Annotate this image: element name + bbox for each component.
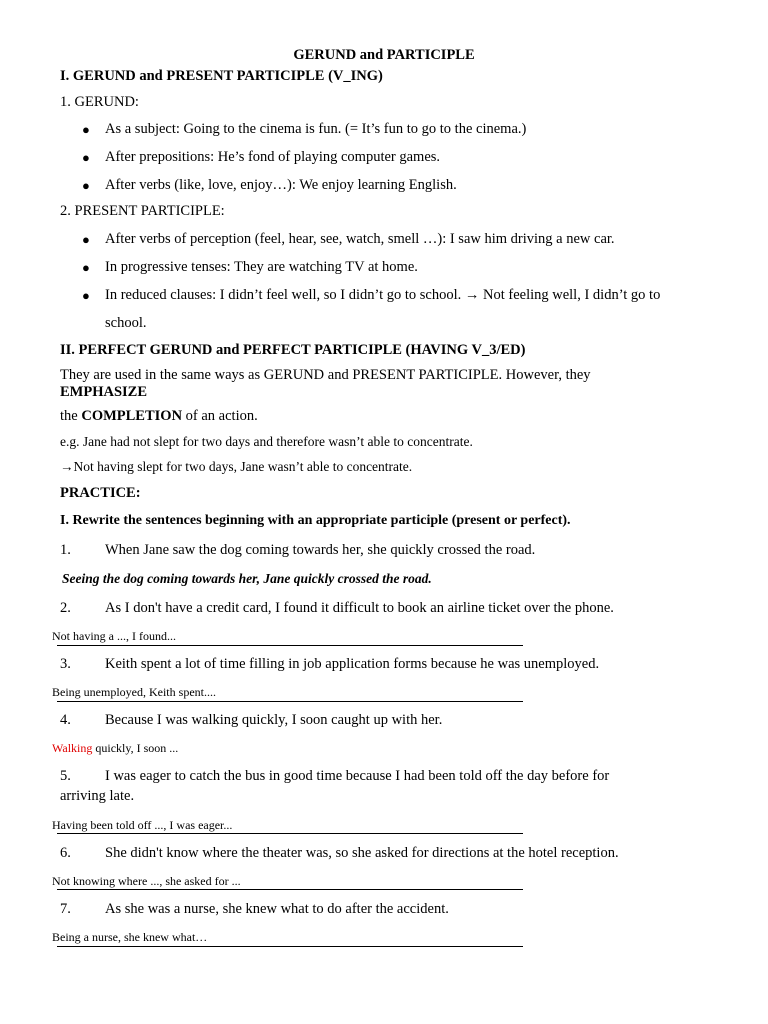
present-participle-label: 2. PRESENT PARTICIPLE: [60, 203, 225, 219]
bullet-icon: ● [82, 150, 90, 165]
completion-keyword: COMPLETION [81, 408, 183, 424]
section2-emphasize: EMPHASIZE [60, 384, 148, 400]
item-answer: Having been told off ..., I was eager... [52, 818, 233, 832]
bullet-icon: ● [82, 122, 90, 137]
section2-completion-line [60, 408, 258, 425]
item-answer: Being a nurse, she knew what… [52, 930, 208, 944]
item-answer: Being unemployed, Keith spent.... [52, 685, 216, 699]
item-number: 1. [60, 542, 71, 558]
gerund-item: After prepositions: He’s fond of playing computer games. [105, 149, 441, 165]
participle-item: In progressive tenses: They are watching TV at home. [105, 259, 418, 275]
item-number: 2. [60, 600, 71, 616]
bullet-icon: ● [82, 178, 90, 193]
answer-line [57, 645, 523, 646]
bullet-icon: ● [82, 232, 90, 247]
participle-item: After verbs of perception (feel, hear, see, watch, smell …): I saw him driving a new car. [105, 231, 615, 247]
item-number: 7. [60, 901, 71, 917]
participle-item-continued: school. [105, 315, 147, 331]
practice-instruction: I. Rewrite the sentences beginning with an appropriate participle (present or perfect). [60, 513, 571, 528]
item-number: 5. [60, 768, 71, 784]
participle-item: In reduced clauses: I didn’t feel well, so I didn’t go to school. → Not feeling well, I didn’t go to [105, 287, 661, 303]
answer-line [57, 833, 523, 834]
item-text: I was eager to catch the bus in good time because I had been told off the day before for [105, 768, 610, 784]
answer-line [57, 889, 523, 890]
example: e.g. Jane had not slept for two days and therefore wasn’t able to concentrate. [60, 434, 473, 449]
text-prefix: the [60, 408, 82, 424]
item-text: When Jane saw the dog coming towards her, she quickly crossed the road. [105, 542, 536, 558]
item-answer: Not having a ..., I found... [52, 629, 176, 643]
section2-text: They are used in the same ways as GERUND and PRESENT PARTICIPLE. However, they [60, 367, 591, 383]
practice-heading: PRACTICE: [60, 485, 141, 501]
item-number: 4. [60, 712, 71, 728]
item-answer: Not knowing where ..., she asked for ... [52, 874, 241, 888]
section1-heading: I. GERUND and PRESENT PARTICIPLE (V_ING) [60, 68, 383, 84]
bullet-icon: ● [82, 288, 90, 303]
text-suffix: of an action. [182, 408, 258, 424]
answer-highlight: Walking [52, 741, 93, 755]
item-answer: Seeing the dog coming towards her, Jane quickly crossed the road. [62, 571, 432, 586]
item-answer [52, 741, 178, 756]
item-text: Keith spent a lot of time filling in job application forms because he was unemployed. [105, 656, 600, 672]
answer-line [57, 701, 523, 702]
answer-rest: quickly, I soon ... [92, 741, 179, 755]
example-result: →Not having slept for two days, Jane wasn’t able to concentrate. [60, 459, 413, 474]
gerund-label: 1. GERUND: [60, 94, 139, 110]
item-number: 3. [60, 656, 71, 672]
item-text-continued: arriving late. [60, 788, 135, 804]
item-text: As I don't have a credit card, I found it difficult to book an airline ticket over the phone. [105, 600, 614, 616]
item-text: As she was a nurse, she knew what to do after the accident. [105, 901, 449, 917]
item-number: 6. [60, 845, 71, 861]
page-title: GERUND and PARTICIPLE [293, 47, 475, 63]
answer-line [57, 946, 523, 947]
section2-heading: II. PERFECT GERUND and PERFECT PARTICIPLE (HAVING V_3/ED) [60, 342, 526, 358]
gerund-item: As a subject: Going to the cinema is fun. (= It’s fun to go to the cinema.) [105, 121, 527, 137]
bullet-icon: ● [82, 260, 90, 275]
gerund-item: After verbs (like, love, enjoy…): We enjoy learning English. [105, 177, 457, 193]
item-text: Because I was walking quickly, I soon caught up with her. [105, 712, 443, 728]
item-text: She didn't know where the theater was, so she asked for directions at the hotel reception. [105, 845, 619, 861]
